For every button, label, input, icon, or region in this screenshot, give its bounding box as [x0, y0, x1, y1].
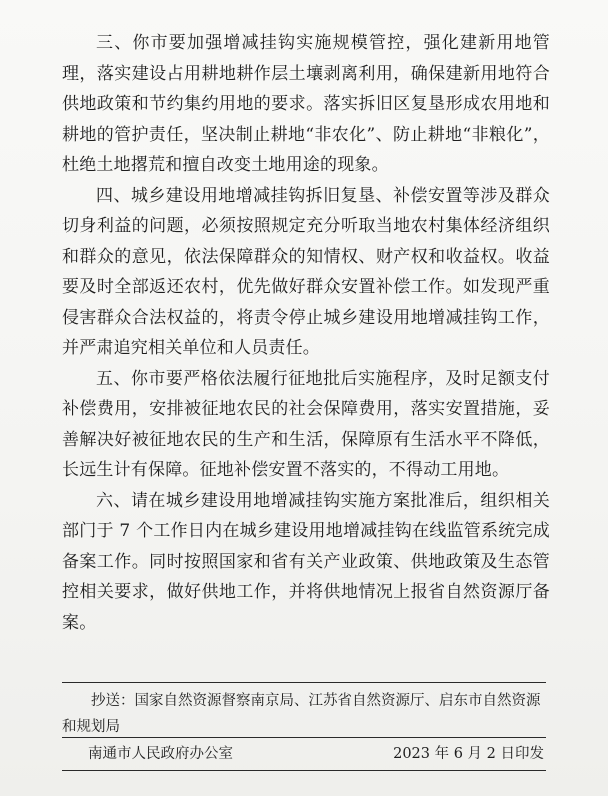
paragraph-3: 三、你市要加强增减挂钩实施规模管控，强化建新用地管理，落实建设占用耕地耕作层土壤剥离利用，确保建新用地符合供地政策和节约集约用地的要求。落实拆旧区复垦形成农用地和耕地的管护责任，坚决制止耕地“非农化”、防止耕地“非粮化”，杜绝土地撂荒和擅自改变土地用途的现象。 — [62, 33, 550, 175]
cc-list: 抄送：国家自然资源督察南京局、江苏省自然资源厅、启东市自然资源和规划局 — [62, 693, 541, 735]
footer-middle-rule — [62, 737, 546, 738]
paragraph-4: 四、城乡建设用地增减挂钩拆旧复垦、补偿安置等涉及群众切身利益的问题，必须按照规定充分听取当地农村集体经济组织和群众的意见，依法保障群众的知情权、财产权和收益权。收益要及时全部返还农村，优先做好群众安置补偿工作。如发现严重侵害群众合法权益的，将责令停止城乡建设用地增减挂钩工作，并严肃追究相关单位和人员责任。 — [62, 185, 550, 358]
document-body — [62, 28, 550, 638]
paragraph-6: 六、请在城乡建设用地增减挂钩实施方案批准后，组织相关部门于 7 个工作日内在城乡建设用地增减挂钩在线监管系统完成备案工作。同时按照国家和省有关产业政策、供地政策及生态管控相关要求，做好供地工作，并将供地情况上报省自然资源厅备案。 — [62, 490, 550, 633]
issuing-office: 南通市人民政府办公室 — [88, 746, 233, 762]
paragraph-5: 五、你市要严格依法履行征地批后实施程序，及时足额支付补偿费用，安排被征地农民的社会保障费用，落实安置措施，妥善解决好被征地农民的生产和生活，保障原有生活水平不降低，长远生计有保障。征地补偿安置不落实的，不得动工用地。 — [62, 368, 550, 480]
footer-top-rule — [62, 682, 546, 683]
print-date: 2023 年 6 月 2 日印发 — [393, 746, 544, 762]
footer-bottom-rule — [62, 770, 546, 771]
